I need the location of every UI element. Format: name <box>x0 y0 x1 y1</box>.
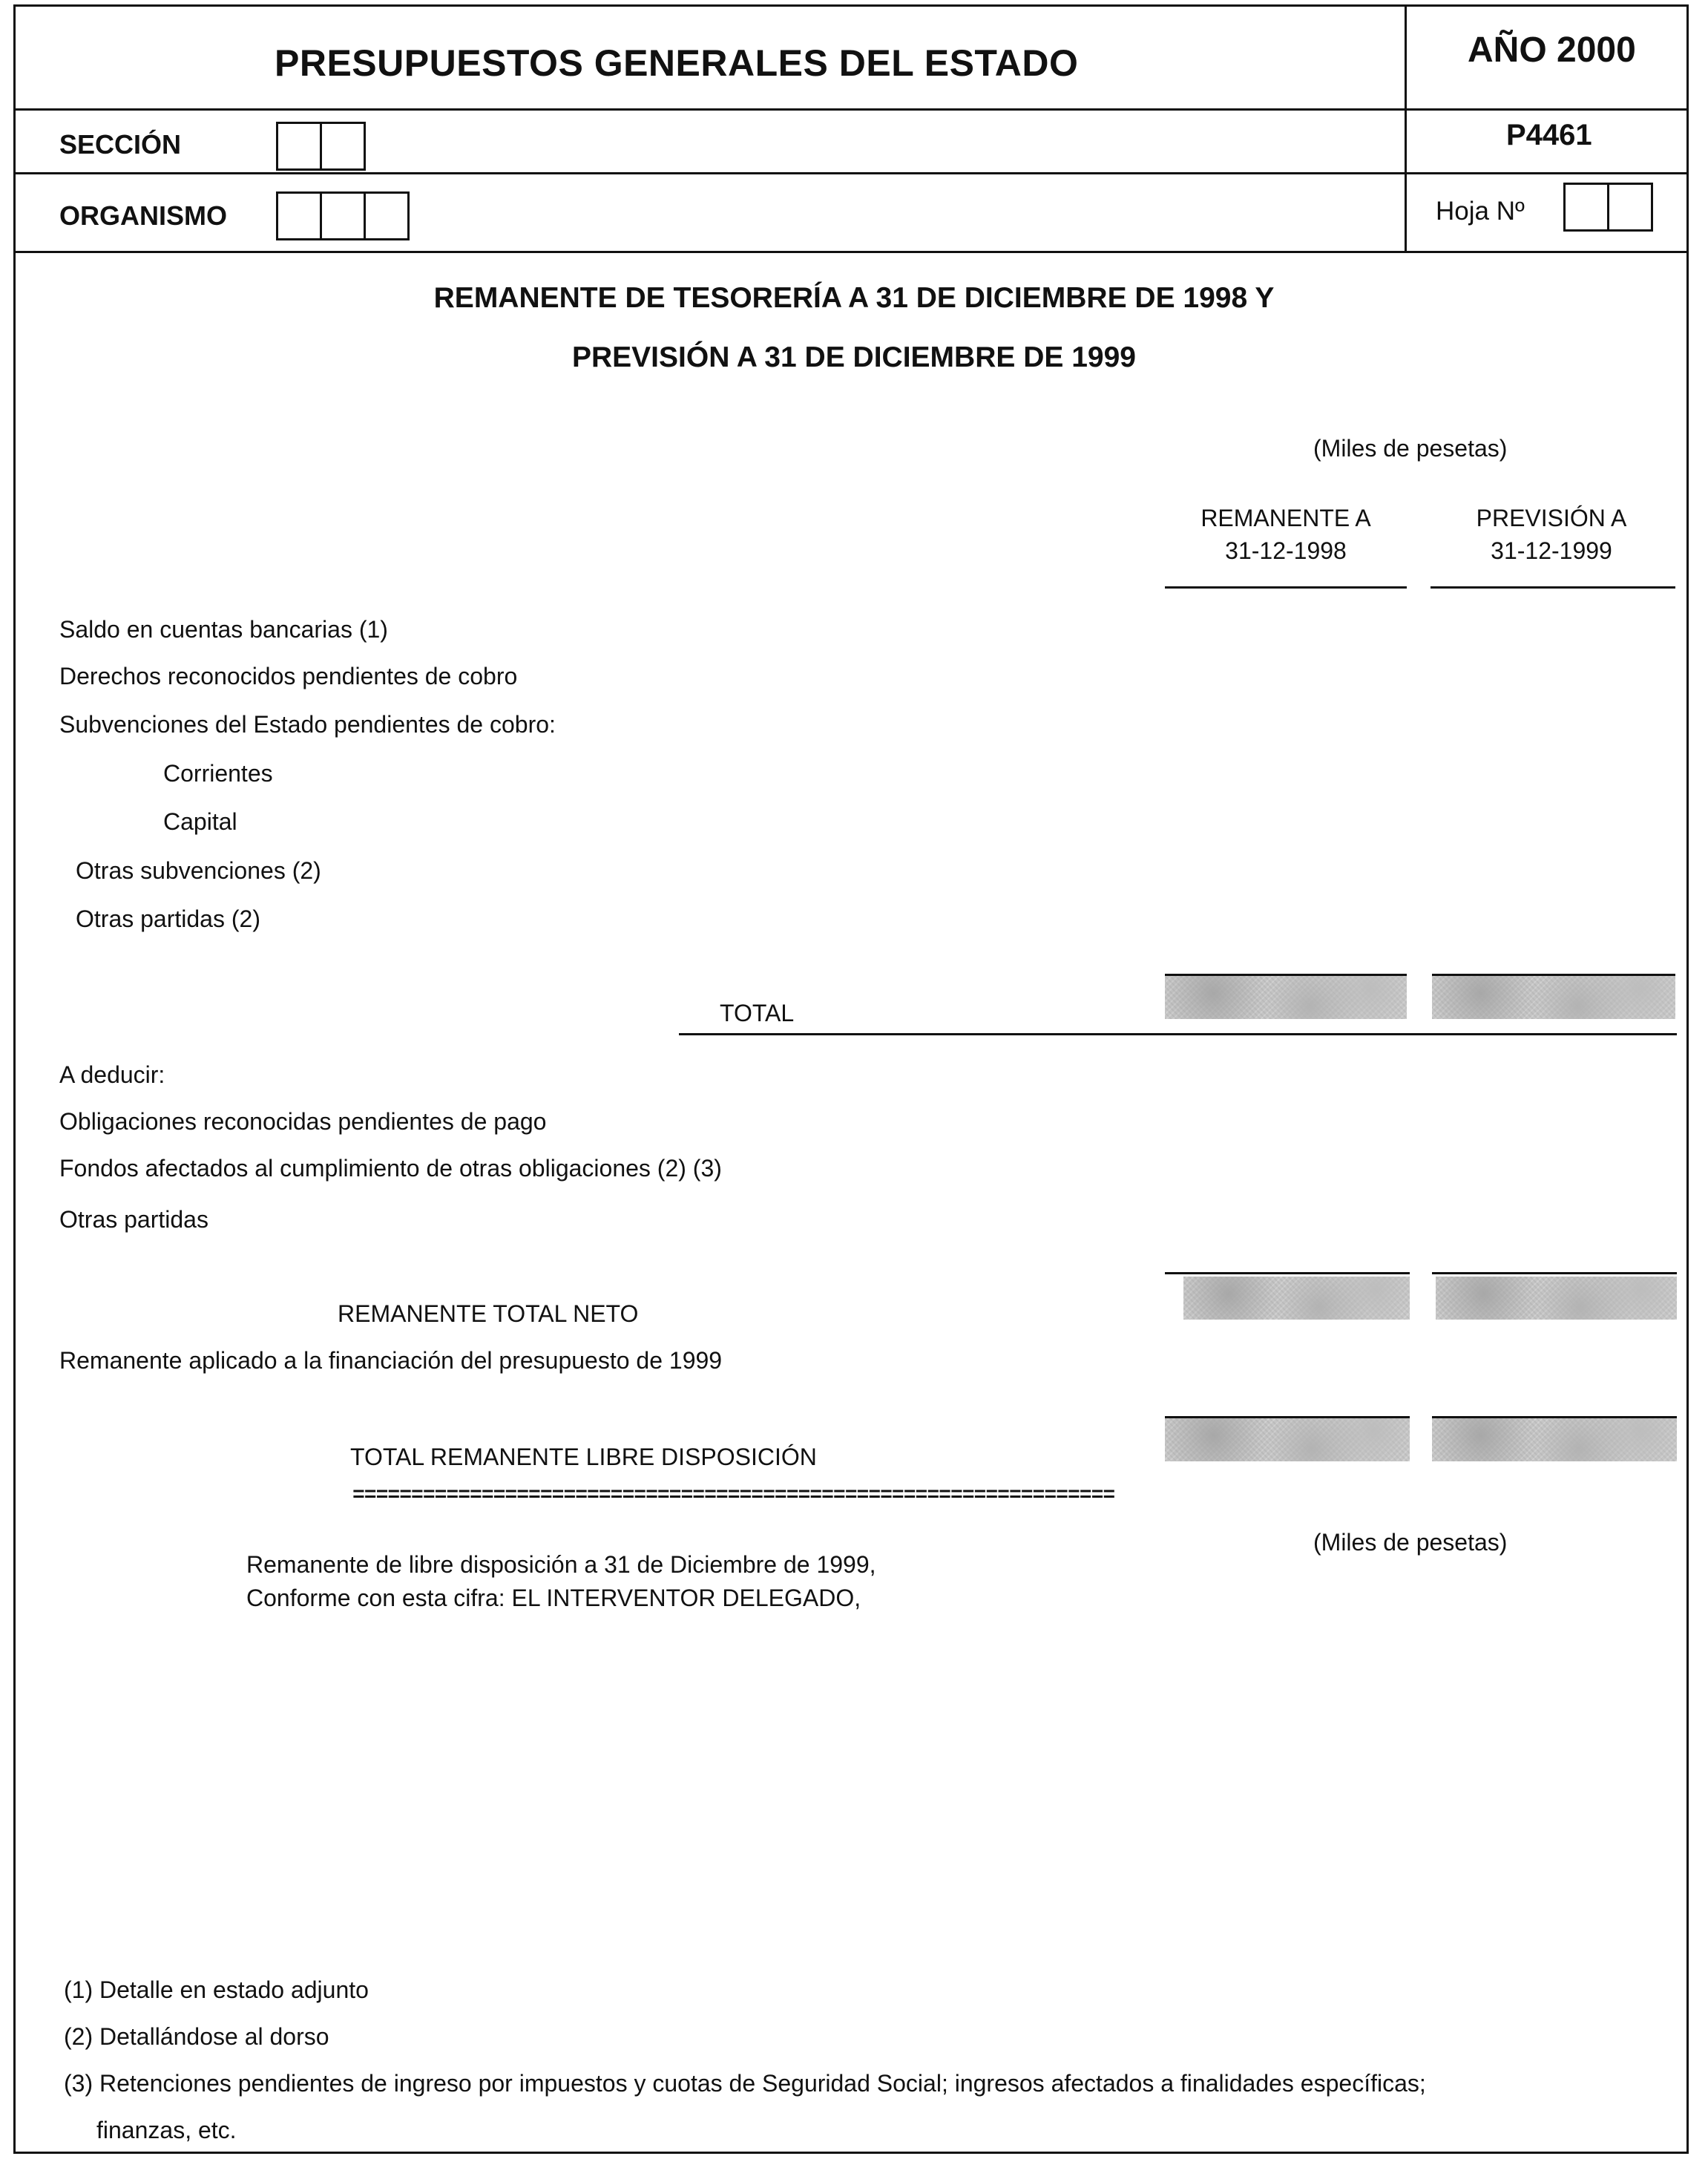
neto-remanente-shaded-cell <box>1183 1277 1410 1320</box>
header-divider-2 <box>13 172 1686 174</box>
report-title-line1: REMANENTE DE TESORERÍA A 31 DE DICIEMBRE DE 1998 Y <box>433 282 1275 314</box>
organismo-digit-box[interactable] <box>364 191 410 240</box>
header-vertical-divider <box>1405 4 1407 253</box>
footnote-2: (2) Detallándose al dorso <box>64 2023 329 2050</box>
footnote-3-continued: finanzas, etc. <box>96 2117 237 2143</box>
seccion-digit-box[interactable] <box>320 122 366 171</box>
total-remanente-shaded-cell <box>1165 974 1407 1019</box>
organismo-label: ORGANISMO <box>59 200 228 231</box>
row-remanente-total-neto: REMANENTE TOTAL NETO <box>338 1300 639 1327</box>
row-total-remanente-libre: TOTAL REMANENTE LIBRE DISPOSICIÓN <box>350 1444 817 1470</box>
row-corrientes: Corrientes <box>163 760 273 787</box>
neto-line-1 <box>1165 1272 1410 1274</box>
row-obligaciones: Obligaciones reconocidas pendientes de pago <box>59 1108 547 1135</box>
hoja-digit-box[interactable] <box>1607 183 1653 232</box>
organismo-digit-box[interactable] <box>276 191 322 240</box>
row-subvenciones-estado: Subvenciones del Estado pendientes de cobro: <box>59 711 556 738</box>
hoja-label: Hoja Nº <box>1436 197 1525 226</box>
year-label: AÑO 2000 <box>1468 30 1636 70</box>
seccion-code-boxes[interactable] <box>276 122 366 171</box>
row-otras-partidas-deducir: Otras partidas <box>59 1206 208 1233</box>
total-underline <box>679 1033 1677 1035</box>
column-header-prevision <box>1431 502 1672 567</box>
seccion-digit-box[interactable] <box>276 122 322 171</box>
form-code: P4461 <box>1506 119 1592 151</box>
conforme-line1: Remanente de libre disposición a 31 de Diciembre de 1999, <box>246 1551 876 1578</box>
organismo-code-boxes[interactable] <box>276 191 410 240</box>
header-divider-3 <box>13 251 1686 253</box>
organismo-digit-box[interactable] <box>320 191 366 240</box>
row-derechos-reconocidos: Derechos reconocidos pendientes de cobro <box>59 663 518 689</box>
row-otras-subvenciones: Otras subvenciones (2) <box>76 857 321 884</box>
row-remanente-aplicado: Remanente aplicado a la financiación del presupuesto de 1999 <box>59 1347 723 1374</box>
row-a-deducir: A deducir: <box>59 1061 165 1088</box>
column-header-underline-2 <box>1431 586 1675 589</box>
column-header-prevision-line2: 31-12-1999 <box>1491 537 1612 564</box>
libre-remanente-shaded-cell <box>1165 1416 1410 1461</box>
neto-prevision-shaded-cell <box>1436 1277 1677 1320</box>
row-capital: Capital <box>163 808 237 835</box>
neto-line-2 <box>1432 1272 1677 1274</box>
form-title: PRESUPUESTOS GENERALES DEL ESTADO <box>275 42 1079 84</box>
seccion-label: SECCIÓN <box>59 129 182 160</box>
hoja-digit-box[interactable] <box>1563 183 1609 232</box>
header-divider-1 <box>13 108 1686 111</box>
column-header-underline-1 <box>1165 586 1407 589</box>
column-header-prevision-line1: PREVISIÓN A <box>1476 505 1627 531</box>
column-header-remanente-line2: 31-12-1998 <box>1225 537 1347 564</box>
total-prevision-shaded-cell <box>1432 974 1675 1019</box>
conforme-line2: Conforme con esta cifra: EL INTERVENTOR DELEGADO, <box>246 1585 861 1611</box>
double-underline-separator: ================================================================= <box>352 1484 1115 1507</box>
footnote-3: (3) Retenciones pendientes de ingreso por impuestos y cuotas de Seguridad Social; ingresos afectados a finalidades específicas; <box>64 2070 1426 2097</box>
units-label-bottom: (Miles de pesetas) <box>1313 1529 1508 1556</box>
form-frame <box>13 4 1689 2154</box>
libre-prevision-shaded-cell <box>1432 1416 1677 1461</box>
units-label: (Miles de pesetas) <box>1313 435 1508 462</box>
row-otras-partidas: Otras partidas (2) <box>76 905 260 932</box>
column-header-remanente-line1: REMANENTE A <box>1200 505 1371 531</box>
column-header-remanente <box>1165 502 1407 567</box>
footnote-1: (1) Detalle en estado adjunto <box>64 1976 369 2003</box>
row-total: TOTAL <box>720 1000 795 1026</box>
report-title-line2: PREVISIÓN A 31 DE DICIEMBRE DE 1999 <box>571 341 1136 373</box>
row-saldo-cuentas: Saldo en cuentas bancarias (1) <box>59 616 388 643</box>
hoja-number-boxes[interactable] <box>1563 183 1653 232</box>
row-fondos-afectados: Fondos afectados al cumplimiento de otras obligaciones (2) (3) <box>59 1155 722 1182</box>
